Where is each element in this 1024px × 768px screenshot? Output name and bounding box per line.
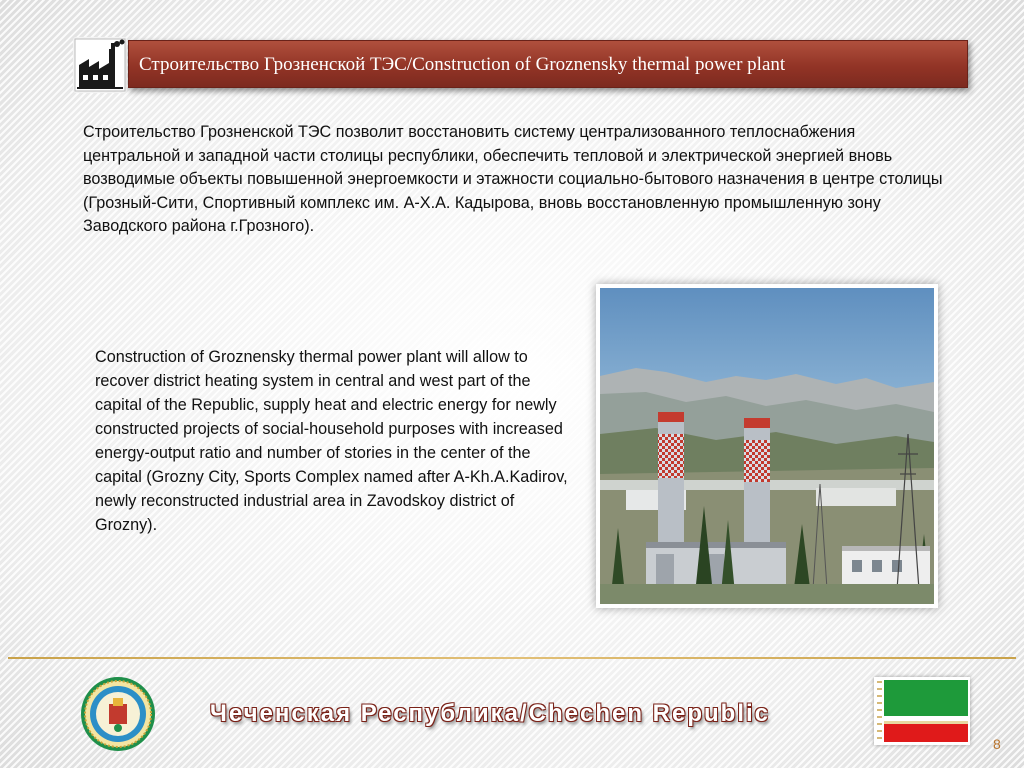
footer-divider xyxy=(8,657,1016,659)
chechen-flag-icon xyxy=(874,677,970,745)
power-plant-photo xyxy=(596,284,938,608)
power-plant-illustration xyxy=(596,284,938,608)
slide-title: Строительство Грозненской ТЭС/Construction of Groznensky thermal power plant xyxy=(128,40,968,88)
footer-title: Чеченская Республика/Chechen Republic xyxy=(210,700,771,727)
english-paragraph: Construction of Groznensky thermal power plant will allow to recover district heating system in central and west part of the capital of the Republic, supply heat and electric energy for newly constructed projects of social-household purposes with increased energy-output ratio and number of stories in the center of the capital (Grozny City, Sports Complex named after A-Kh.A.Kadirov, newly reconstructed industrial area in Zavodskoy district of Grozny). xyxy=(95,348,568,534)
factory-icon xyxy=(73,37,127,93)
chechen-emblem-icon xyxy=(80,676,156,752)
russian-paragraph: Строительство Грозненской ТЭС позволит восстановить систему централизованного теплоснабжения центральной и западной части столицы республики, обеспечить тепловой и электрической энергией вновь возводимые объекты повышенной энергоемкости и этажности социально-бытового назначения в центре столицы (Грозный-Сити, Спортивный комплекс им. А-Х.А. Кадырова, вновь восстановленную промышленную зону Заводского района г.Грозного). xyxy=(83,123,943,235)
page-number: 8 xyxy=(993,736,1001,752)
flag-graphic xyxy=(874,677,970,745)
